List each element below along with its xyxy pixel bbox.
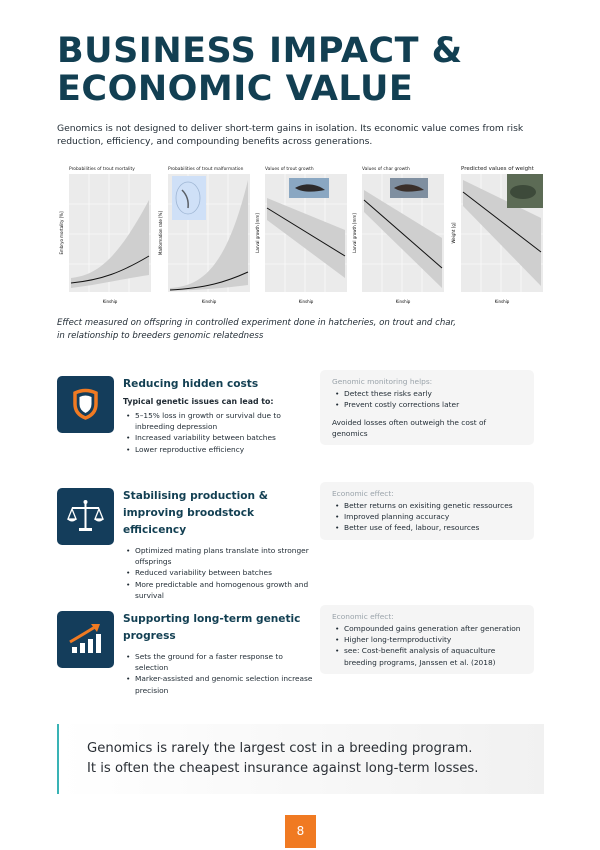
chart-trout-malformation bbox=[156, 160, 252, 308]
chart-strip bbox=[57, 160, 545, 310]
list-item: • Reduced variability between batches bbox=[123, 567, 313, 578]
side-panel-heading: Economic effect: bbox=[332, 489, 394, 498]
chart-title: Values of trout growth bbox=[265, 167, 314, 172]
section-bullets bbox=[123, 410, 313, 455]
section-bullets bbox=[123, 545, 313, 601]
section-icon-box bbox=[57, 611, 114, 668]
section-side-panel bbox=[320, 370, 534, 445]
quote-line-1: Genomics is rarely the largest cost in a breeding program. bbox=[87, 741, 473, 756]
chart-x-label: Kinship bbox=[395, 299, 411, 304]
shield-icon bbox=[57, 376, 114, 433]
list-item: • Prevent costly corrections later bbox=[332, 399, 524, 410]
quote-line-2: It is often the cheapest insurance against long-term losses. bbox=[87, 761, 479, 776]
side-panel-note: Avoided losses often outweigh the cost of genomics bbox=[332, 418, 487, 439]
chart-x-label: Kinship bbox=[201, 299, 217, 304]
chart-y-label: Larval growth [mm] bbox=[255, 213, 260, 253]
key-takeaway-quote bbox=[57, 724, 544, 794]
chart-y-label: Weight [g] bbox=[451, 222, 456, 244]
side-panel-bullets bbox=[332, 623, 524, 668]
intro-paragraph: Genomics is not designed to deliver short-term gains in isolation. Its economic value comes from risk reduction, efficiency, and compounding benefits across generations. bbox=[57, 123, 524, 147]
list-item: • Detect these risks early bbox=[332, 388, 524, 399]
list-item: • Better returns on exisiting genetic ressources bbox=[332, 500, 524, 511]
chart-caption: Effect measured on offspring in controlled experiment done in hatcheries, on trout and char, in relationship to breeders genomic relatedness bbox=[57, 318, 457, 341]
list-item: • Compounded gains generation after generation bbox=[332, 623, 524, 634]
title-line-2: ECONOMIC VALUE bbox=[57, 69, 414, 109]
chart-y-label: Larval growth [mm] bbox=[352, 213, 357, 253]
section-title: Stabilising production & improving broodstock efficicency bbox=[123, 490, 269, 536]
chart-predicted-weight bbox=[449, 160, 545, 308]
section-side-panel bbox=[320, 605, 534, 674]
list-item: • Increased variability between batches bbox=[123, 432, 313, 443]
title-line-1: BUSINESS IMPACT & bbox=[57, 31, 463, 71]
list-item: • see: Cost-benefit analysis of aquaculture breeding programs, Janssen et al. (2018) bbox=[332, 645, 524, 667]
section-icon-box bbox=[57, 488, 114, 545]
list-item: • Sets the ground for a faster response to selection bbox=[123, 651, 313, 673]
side-panel-bullets bbox=[332, 500, 524, 534]
side-panel-bullets bbox=[332, 388, 524, 410]
growth-chart-icon bbox=[57, 611, 114, 668]
chart-y-label: Embryo mortality [%] bbox=[59, 211, 64, 255]
list-item: • Better use of feed, labour, resources bbox=[332, 522, 524, 533]
side-panel-heading: Economic effect: bbox=[332, 612, 394, 621]
section-bullets bbox=[123, 651, 313, 696]
chart-title: Values of char growth bbox=[362, 167, 410, 172]
list-item: • Higher long-termproductivity bbox=[332, 634, 524, 645]
chart-title: Predicted values of weight bbox=[461, 166, 534, 172]
section-title: Supporting long-term genetic progress bbox=[123, 613, 301, 642]
chart-x-label: Kinship bbox=[102, 299, 118, 304]
list-item: • Improved planning accuracy bbox=[332, 511, 524, 522]
scale-icon bbox=[57, 488, 114, 545]
chart-trout-growth bbox=[253, 160, 349, 308]
chart-title: Probabilities of trout malformation bbox=[168, 167, 244, 172]
chart-x-label: Kinship bbox=[298, 299, 314, 304]
section-title: Reducing hidden costs bbox=[123, 378, 259, 390]
page-title bbox=[57, 32, 557, 108]
chart-title: Probabilities of trout mortality bbox=[69, 167, 135, 172]
list-item: • Lower reproductive efficiency bbox=[123, 444, 313, 455]
section-subtitle: Typical genetic issues can lead to: bbox=[123, 397, 274, 406]
list-item: • More predictable and homogenous growth and survival bbox=[123, 579, 313, 601]
list-item: • 5–15% loss in growth or survival due to inbreeding depression bbox=[123, 410, 313, 432]
list-item: • Marker-assisted and genomic selection increase precision bbox=[123, 673, 313, 695]
chart-y-label: Malformation rate [%] bbox=[158, 210, 163, 256]
section-icon-box bbox=[57, 376, 114, 433]
side-panel-heading: Genomic monitoring helps: bbox=[332, 377, 433, 386]
chart-trout-mortality bbox=[57, 160, 153, 308]
page-number: 8 bbox=[285, 815, 316, 848]
list-item: • Optimized mating plans translate into stronger offsprings bbox=[123, 545, 313, 567]
section-side-panel bbox=[320, 482, 534, 540]
chart-char-growth bbox=[350, 160, 446, 308]
chart-x-label: Kinship bbox=[494, 299, 510, 304]
